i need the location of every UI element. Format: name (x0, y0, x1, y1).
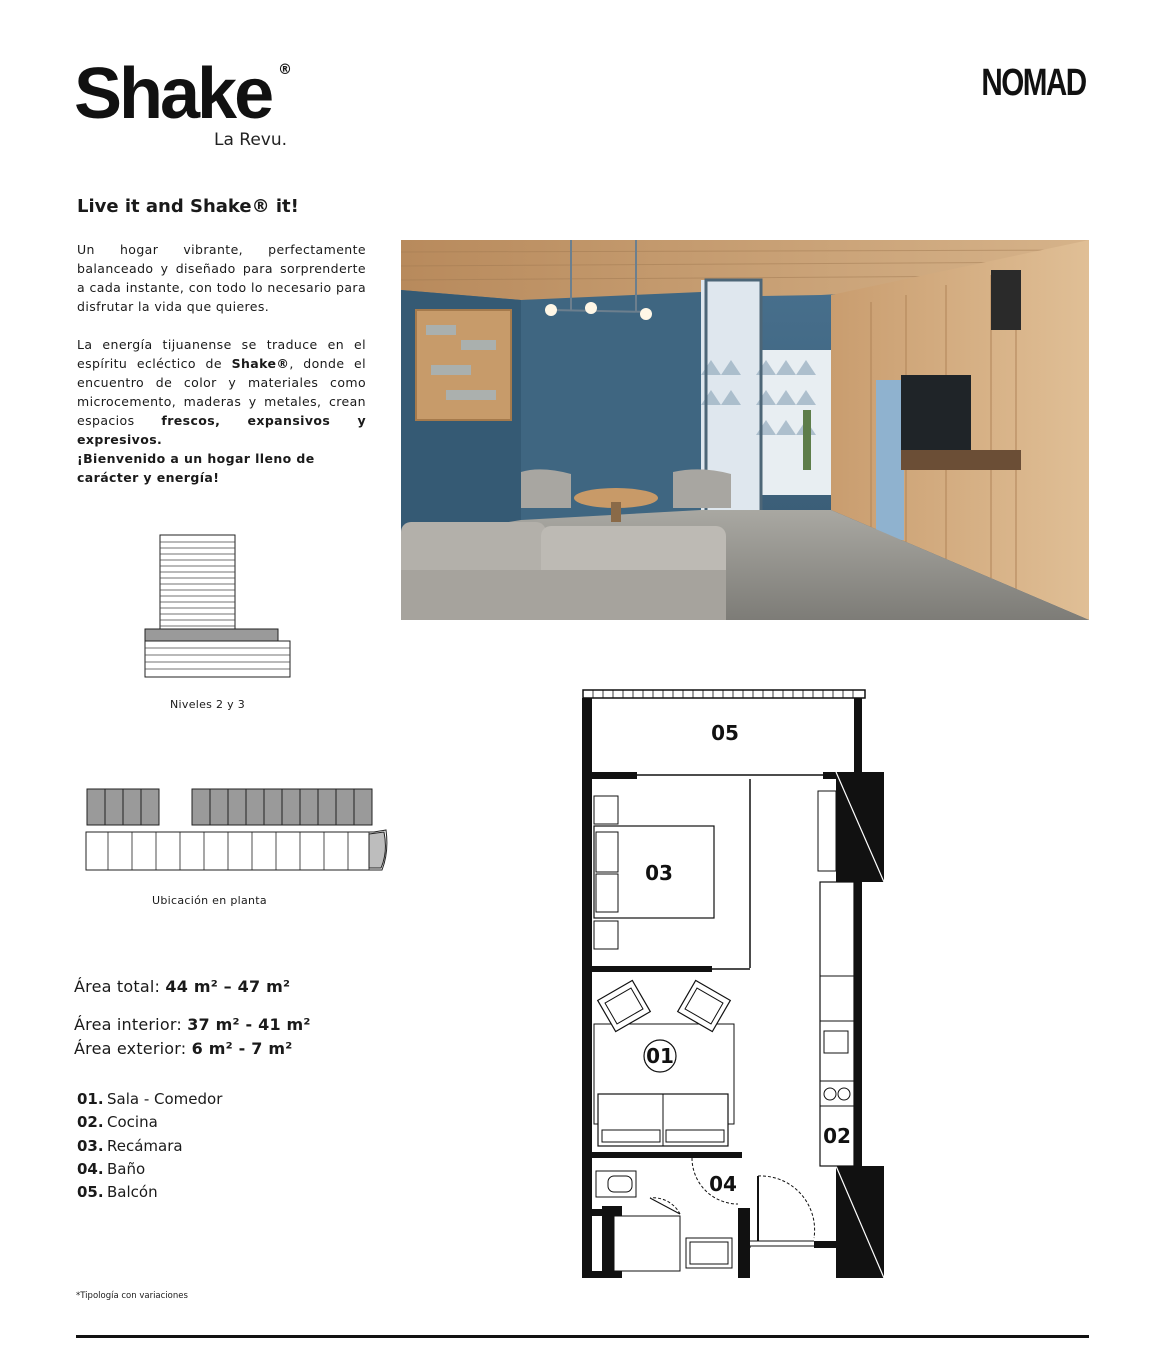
tagline: Live it and Shake® it! (77, 196, 299, 217)
brand-nomad: NOMAD (981, 62, 1086, 104)
legend-item: 02. Cocina (77, 1113, 158, 1132)
legend-item: 05. Balcón (77, 1183, 158, 1202)
room-label-04: 04 (709, 1172, 737, 1196)
area-interior: Área interior: 37 m² - 41 m² (74, 1015, 311, 1034)
area-total: Área total: 44 m² – 47 m² (74, 977, 291, 996)
legend-item: 03. Recámara (77, 1136, 183, 1155)
room-label-05: 05 (711, 721, 739, 745)
building-elevation-diagram (140, 527, 295, 682)
site-plan-caption: Ubicación en planta (152, 894, 267, 907)
floor-plan (578, 686, 890, 1282)
room-legend (77, 1088, 222, 1204)
interior-render-photo (401, 240, 1089, 620)
legend-item: 01. Sala - Comedor (77, 1090, 223, 1108)
legend-item: 04. Baño (77, 1159, 146, 1178)
room-label-02: 02 (823, 1124, 851, 1148)
intro-paragraph-2: La energía tijuanense se traduce en el espíritu ecléctico de Shake®, donde el encuentro de color y materiales como microcemento, maderas y metales, crean espacios frescos, expansivos y expresivos. (77, 337, 367, 447)
intro-paragraph-3: ¡Bienvenido a un hogar lleno de carácter y energía! (77, 451, 315, 485)
shake-logo (74, 54, 292, 150)
area-exterior: Área exterior: 6 m² - 7 m² (74, 1039, 293, 1058)
registered-mark: ® (278, 62, 292, 78)
building-caption: Niveles 2 y 3 (170, 698, 246, 711)
footer-rule (76, 1335, 1089, 1338)
logo-subtitle: La Revu. (214, 130, 288, 150)
room-label-03: 03 (645, 861, 673, 885)
room-label-01: 01 (646, 1044, 674, 1068)
footnote: *Tipología con variaciones (76, 1291, 188, 1301)
highlight-levels (145, 629, 278, 641)
site-plan-diagram (84, 786, 394, 874)
intro-paragraph-1: Un hogar vibrante, perfectamente balanceado y diseñado para sorprenderte a cada instante, con todo lo necesario para disfrutar la vida que quieres. (77, 242, 366, 314)
logo-wordmark: Shake (74, 54, 272, 134)
